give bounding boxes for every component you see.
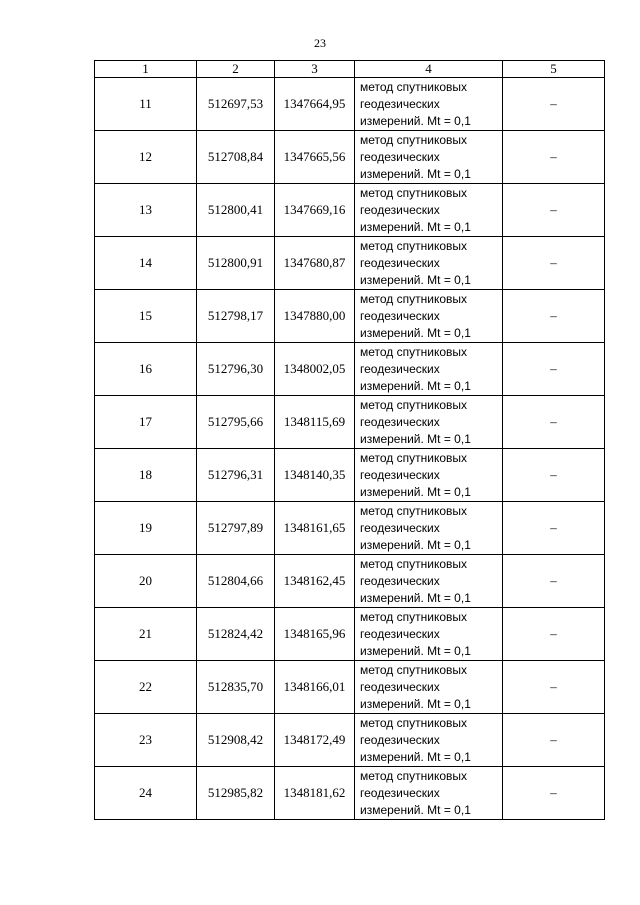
y-coordinate-cell: 1348165,96 <box>275 608 355 661</box>
method-line: измерений. Mt = 0,1 <box>360 272 471 287</box>
method-cell <box>355 767 503 820</box>
table-row <box>95 714 605 767</box>
point-number-cell: 21 <box>95 608 197 661</box>
x-coordinate-cell: 512835,70 <box>197 661 275 714</box>
method-cell <box>355 237 503 290</box>
table-row <box>95 555 605 608</box>
method-cell <box>355 131 503 184</box>
y-coordinate-cell: 1348115,69 <box>275 396 355 449</box>
table-row <box>95 131 605 184</box>
point-number-cell: 19 <box>95 502 197 555</box>
note-cell: – <box>503 237 605 290</box>
method-line: измерений. Mt = 0,1 <box>360 537 471 552</box>
method-cell <box>355 184 503 237</box>
table-row <box>95 396 605 449</box>
y-coordinate-cell: 1347665,56 <box>275 131 355 184</box>
note-cell: – <box>503 396 605 449</box>
y-coordinate-cell: 1347880,00 <box>275 290 355 343</box>
method-line: геодезических <box>360 732 440 747</box>
y-coordinate-cell: 1348161,65 <box>275 502 355 555</box>
table-row <box>95 78 605 131</box>
y-coordinate-cell: 1348166,01 <box>275 661 355 714</box>
x-coordinate-cell: 512796,30 <box>197 343 275 396</box>
point-number-cell: 23 <box>95 714 197 767</box>
method-line: измерений. Mt = 0,1 <box>360 325 471 340</box>
method-cell <box>355 714 503 767</box>
method-cell <box>355 661 503 714</box>
x-coordinate-cell: 512797,89 <box>197 502 275 555</box>
method-line: метод спутниковых <box>360 768 468 783</box>
point-number-cell: 20 <box>95 555 197 608</box>
point-number-cell: 17 <box>95 396 197 449</box>
note-cell: – <box>503 767 605 820</box>
coordinates-table <box>94 60 605 820</box>
y-coordinate-cell: 1348140,35 <box>275 449 355 502</box>
y-coordinate-cell: 1348181,62 <box>275 767 355 820</box>
x-coordinate-cell: 512708,84 <box>197 131 275 184</box>
method-line: геодезических <box>360 149 440 164</box>
page-number: 23 <box>314 36 326 50</box>
method-line: геодезических <box>360 573 440 588</box>
method-line: метод спутниковых <box>360 503 468 518</box>
method-line: метод спутниковых <box>360 450 468 465</box>
method-line: метод спутниковых <box>360 609 468 624</box>
note-cell: – <box>503 131 605 184</box>
column-header-4: 4 <box>355 61 503 78</box>
column-header-2: 2 <box>197 61 275 78</box>
method-cell <box>355 290 503 343</box>
method-line: геодезических <box>360 520 440 535</box>
table-row <box>95 502 605 555</box>
method-cell <box>355 396 503 449</box>
method-line: геодезических <box>360 255 440 270</box>
x-coordinate-cell: 512824,42 <box>197 608 275 661</box>
y-coordinate-cell: 1348172,49 <box>275 714 355 767</box>
x-coordinate-cell: 512985,82 <box>197 767 275 820</box>
method-line: метод спутниковых <box>360 238 468 253</box>
method-line: измерений. Mt = 0,1 <box>360 113 471 128</box>
table-row <box>95 290 605 343</box>
method-line: геодезических <box>360 308 440 323</box>
method-line: метод спутниковых <box>360 185 468 200</box>
note-cell: – <box>503 608 605 661</box>
point-number-cell: 16 <box>95 343 197 396</box>
method-line: измерений. Mt = 0,1 <box>360 749 471 764</box>
y-coordinate-cell: 1347680,87 <box>275 237 355 290</box>
method-line: геодезических <box>360 679 440 694</box>
note-cell: – <box>503 343 605 396</box>
table-row <box>95 184 605 237</box>
note-cell: – <box>503 290 605 343</box>
x-coordinate-cell: 512804,66 <box>197 555 275 608</box>
method-line: метод спутниковых <box>360 715 468 730</box>
point-number-cell: 18 <box>95 449 197 502</box>
note-cell: – <box>503 184 605 237</box>
y-coordinate-cell: 1348002,05 <box>275 343 355 396</box>
method-cell <box>355 343 503 396</box>
method-line: измерений. Mt = 0,1 <box>360 696 471 711</box>
x-coordinate-cell: 512908,42 <box>197 714 275 767</box>
method-line: геодезических <box>360 202 440 217</box>
method-line: измерений. Mt = 0,1 <box>360 590 471 605</box>
method-line: геодезических <box>360 361 440 376</box>
y-coordinate-cell: 1348162,45 <box>275 555 355 608</box>
method-cell <box>355 608 503 661</box>
table-row <box>95 767 605 820</box>
method-line: измерений. Mt = 0,1 <box>360 378 471 393</box>
method-line: метод спутниковых <box>360 79 468 94</box>
table-row <box>95 237 605 290</box>
method-line: измерений. Mt = 0,1 <box>360 431 471 446</box>
note-cell: – <box>503 555 605 608</box>
column-header-3: 3 <box>275 61 355 78</box>
method-line: метод спутниковых <box>360 556 468 571</box>
point-number-cell: 14 <box>95 237 197 290</box>
point-number-cell: 13 <box>95 184 197 237</box>
point-number-cell: 22 <box>95 661 197 714</box>
x-coordinate-cell: 512697,53 <box>197 78 275 131</box>
y-coordinate-cell: 1347669,16 <box>275 184 355 237</box>
note-cell: – <box>503 661 605 714</box>
method-cell <box>355 502 503 555</box>
note-cell: – <box>503 714 605 767</box>
method-line: геодезических <box>360 414 440 429</box>
x-coordinate-cell: 512800,41 <box>197 184 275 237</box>
x-coordinate-cell: 512795,66 <box>197 396 275 449</box>
table-row <box>95 608 605 661</box>
method-line: метод спутниковых <box>360 662 468 677</box>
method-line: измерений. Mt = 0,1 <box>360 219 471 234</box>
method-line: измерений. Mt = 0,1 <box>360 802 471 817</box>
x-coordinate-cell: 512800,91 <box>197 237 275 290</box>
table-body <box>95 78 605 820</box>
point-number-cell: 24 <box>95 767 197 820</box>
method-cell <box>355 78 503 131</box>
method-line: метод спутниковых <box>360 132 468 147</box>
note-cell: – <box>503 78 605 131</box>
note-cell: – <box>503 449 605 502</box>
column-header-1: 1 <box>95 61 197 78</box>
method-line: измерений. Mt = 0,1 <box>360 484 471 499</box>
method-line: геодезических <box>360 96 440 111</box>
x-coordinate-cell: 512796,31 <box>197 449 275 502</box>
method-line: метод спутниковых <box>360 291 468 306</box>
method-line: метод спутниковых <box>360 397 468 412</box>
table-row <box>95 661 605 714</box>
table-header-row <box>95 61 605 78</box>
method-line: метод спутниковых <box>360 344 468 359</box>
method-line: геодезических <box>360 626 440 641</box>
method-line: геодезических <box>360 467 440 482</box>
method-cell <box>355 555 503 608</box>
table-row <box>95 449 605 502</box>
point-number-cell: 15 <box>95 290 197 343</box>
x-coordinate-cell: 512798,17 <box>197 290 275 343</box>
method-line: геодезических <box>360 785 440 800</box>
table-row <box>95 343 605 396</box>
point-number-cell: 11 <box>95 78 197 131</box>
point-number-cell: 12 <box>95 131 197 184</box>
y-coordinate-cell: 1347664,95 <box>275 78 355 131</box>
method-line: измерений. Mt = 0,1 <box>360 643 471 658</box>
column-header-5: 5 <box>503 61 605 78</box>
note-cell: – <box>503 502 605 555</box>
method-cell <box>355 449 503 502</box>
method-line: измерений. Mt = 0,1 <box>360 166 471 181</box>
